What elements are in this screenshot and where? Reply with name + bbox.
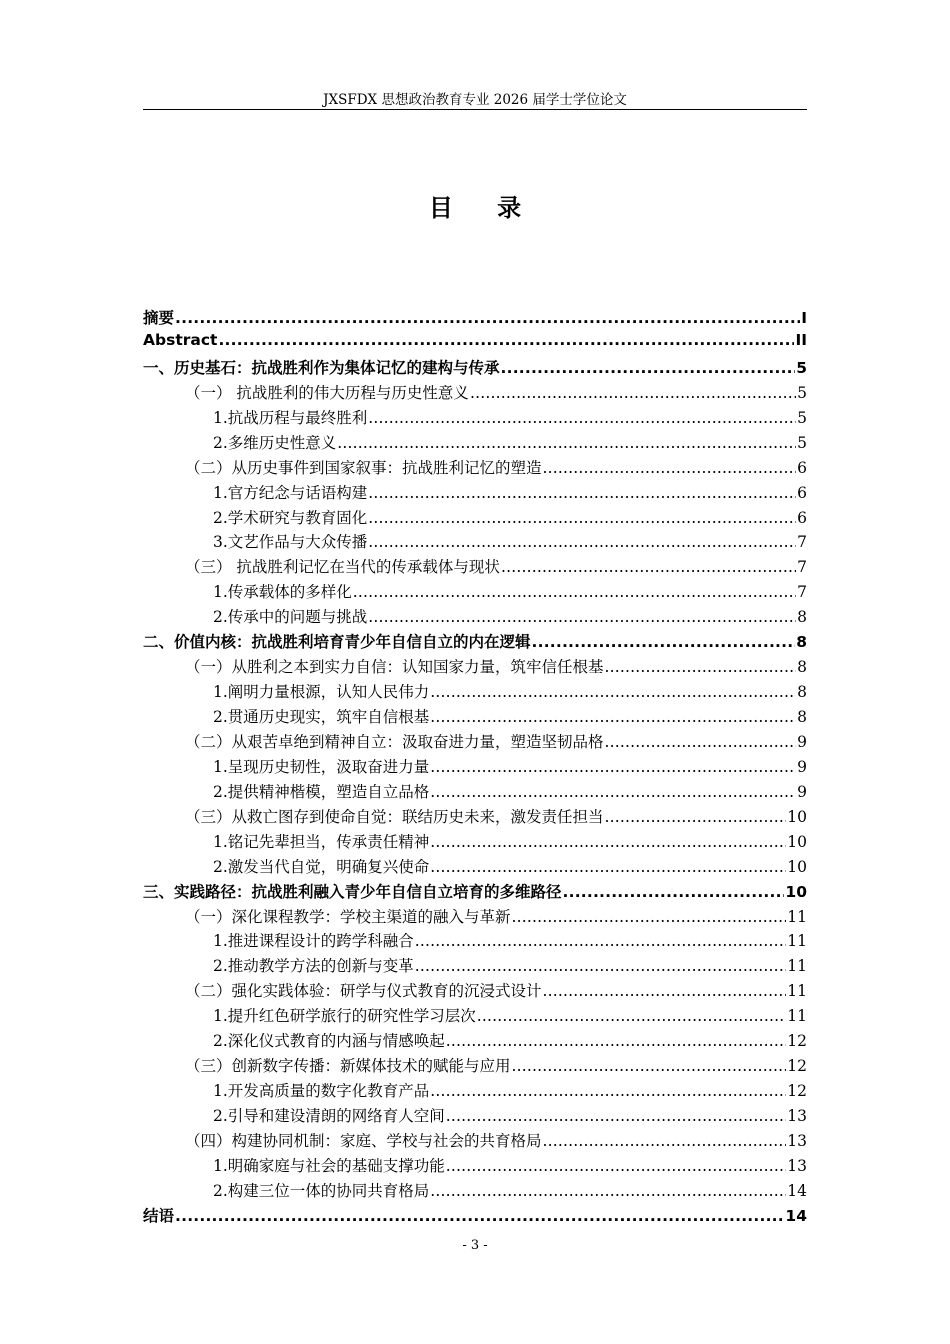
toc-entry-title: 1.开发高质量的数字化教育产品 (213, 1082, 430, 1101)
toc-entry[interactable] (143, 1004, 807, 1029)
table-of-contents (143, 306, 807, 1229)
toc-entry-page: II (795, 330, 807, 349)
toc-entry[interactable] (143, 456, 807, 481)
toc-entry-page: 5 (797, 433, 807, 452)
toc-entry-page: 13 (787, 1131, 807, 1150)
toc-entry-page: 12 (787, 1057, 807, 1076)
toc-entry-page: 7 (797, 533, 807, 552)
toc-entry[interactable] (143, 1154, 807, 1179)
toc-entry[interactable] (143, 655, 807, 680)
toc-entry-title: 1.官方纪念与话语构建 (213, 483, 368, 502)
toc-title: 目 录 (428, 193, 540, 222)
toc-leader-dots (218, 331, 794, 349)
toc-entry-page: 10 (787, 857, 807, 876)
toc-leader-dots (543, 459, 797, 477)
toc-entry-title: 2.学术研究与教育固化 (213, 508, 368, 527)
toc-entry-page: 10 (785, 882, 807, 901)
toc-leader-dots (430, 683, 796, 701)
toc-leader-dots (512, 1057, 787, 1075)
toc-entry[interactable] (143, 680, 807, 705)
toc-leader-dots (175, 309, 800, 327)
toc-entry-title: 2.构建三位一体的协同共育格局 (213, 1181, 430, 1200)
toc-leader-dots (501, 558, 796, 576)
toc-entry-title: 1.抗战历程与最终胜利 (213, 408, 368, 427)
toc-entry-title: 1.推进课程设计的跨学科融合 (213, 932, 414, 951)
toc-entry-title: 2.传承中的问题与挑战 (213, 608, 368, 627)
toc-entry-page: 11 (787, 957, 807, 976)
toc-entry[interactable] (143, 1054, 807, 1079)
toc-entry[interactable] (143, 780, 807, 805)
toc-leader-dots (430, 1182, 786, 1200)
toc-leader-dots (353, 583, 796, 601)
toc-leader-dots (415, 957, 786, 975)
toc-entry-title: 一、历史基石：抗战胜利作为集体记忆的建构与传承 (143, 358, 500, 377)
toc-entry[interactable] (143, 481, 807, 506)
toc-entry[interactable] (143, 630, 807, 655)
toc-entry-title: 1.明确家庭与社会的基础支撑功能 (213, 1156, 445, 1175)
toc-entry-title: 摘要 (143, 309, 175, 327)
toc-entry-title: 结语 (143, 1206, 175, 1225)
toc-entry-page: 11 (787, 907, 807, 926)
toc-leader-dots (446, 1107, 786, 1125)
toc-entry-page: 10 (787, 807, 807, 826)
toc-entry[interactable] (143, 506, 807, 531)
toc-leader-dots (368, 409, 796, 427)
toc-entry[interactable] (143, 954, 807, 979)
toc-leader-dots (605, 733, 797, 751)
toc-entry[interactable] (143, 605, 807, 630)
toc-entry[interactable] (143, 530, 807, 555)
toc-entry[interactable] (143, 805, 807, 830)
page-number: - 3 - (462, 1238, 488, 1253)
toc-entry-title: 1.铭记先辈担当，传承责任精神 (213, 832, 430, 851)
toc-entry[interactable] (143, 855, 807, 880)
toc-entry[interactable] (143, 381, 807, 406)
toc-entry-page: 8 (797, 608, 807, 627)
toc-entry[interactable] (143, 331, 807, 356)
toc-entry-page: 14 (787, 1181, 807, 1200)
toc-entry[interactable] (143, 905, 807, 930)
toc-entry[interactable] (143, 705, 807, 730)
toc-entry[interactable] (143, 555, 807, 580)
toc-leader-dots (368, 533, 796, 551)
toc-leader-dots (430, 783, 796, 801)
toc-entry-page: 13 (787, 1156, 807, 1175)
toc-entry-title: （二）从历史事件到国家叙事：抗战胜利记忆的塑造 (185, 458, 542, 477)
toc-entry[interactable] (143, 755, 807, 780)
toc-entry-title: （三）创新数字传播：新媒体技术的赋能与应用 (185, 1057, 511, 1076)
toc-entry-page: 7 (797, 583, 807, 602)
toc-leader-dots (337, 434, 796, 452)
toc-entry-title: 2.激发当代自觉，明确复兴使命 (213, 857, 430, 876)
toc-leader-dots (368, 608, 796, 626)
toc-leader-dots (430, 858, 786, 876)
toc-leader-dots (368, 509, 796, 527)
toc-entry[interactable] (143, 830, 807, 855)
toc-entry-title: 2.推动教学方法的创新与变革 (213, 957, 414, 976)
toc-entry-title: 三、实践路径：抗战胜利融入青少年自信自立培育的多维路径 (143, 882, 562, 901)
toc-entry-page: 9 (797, 757, 807, 776)
toc-entry[interactable] (143, 1179, 807, 1204)
toc-leader-dots (470, 384, 796, 402)
toc-leader-dots (512, 908, 787, 926)
toc-entry-page: 6 (797, 458, 807, 477)
toc-entry-title: （一）从胜利之本到实力自信：认知国家力量，筑牢信任根基 (185, 658, 604, 677)
toc-entry-page: 5 (797, 383, 807, 402)
toc-entry[interactable] (143, 979, 807, 1004)
toc-entry-title: 3.文艺作品与大众传播 (213, 533, 368, 552)
toc-leader-dots (532, 633, 796, 651)
toc-entry-page: 8 (797, 658, 807, 677)
toc-entry[interactable] (143, 1029, 807, 1054)
toc-entry-page: I (801, 309, 807, 327)
page-header: JXSFDX 思想政治教育专业 2026 届学士学位论文 (323, 92, 627, 108)
toc-entry-page: 14 (785, 1206, 807, 1225)
toc-entry[interactable] (143, 306, 807, 331)
toc-leader-dots (563, 883, 785, 901)
toc-entry-title: 2.引导和建设清朗的网络育人空间 (213, 1107, 445, 1125)
toc-entry[interactable] (143, 929, 807, 954)
toc-entry-title: （三） 抗战胜利记忆在当代的传承载体与现状 (185, 558, 500, 577)
toc-entry-title: 1.传承载体的多样化 (213, 583, 352, 602)
toc-entry-page: 9 (797, 782, 807, 801)
toc-leader-dots (446, 1157, 786, 1175)
toc-entry-title: 2.多维历史性意义 (213, 433, 337, 452)
toc-entry-page: 12 (787, 1082, 807, 1101)
toc-entry-page: 9 (797, 732, 807, 751)
toc-leader-dots (605, 808, 787, 826)
toc-entry-title: （一）深化课程教学：学校主渠道的融入与革新 (185, 907, 511, 926)
toc-entry[interactable] (143, 1204, 807, 1229)
toc-entry-page: 12 (787, 1032, 807, 1051)
toc-entry-page: 8 (796, 633, 807, 652)
toc-entry[interactable] (143, 730, 807, 755)
toc-leader-dots (543, 1132, 787, 1150)
toc-entry-page: 8 (797, 708, 807, 726)
toc-entry-title: Abstract (143, 330, 218, 349)
toc-entry-title: 1.呈现历史韧性，汲取奋进力量 (213, 757, 430, 776)
toc-entry[interactable] (143, 1079, 807, 1104)
toc-entry-title: （三）从救亡图存到使命自觉：联结历史未来，激发责任担当 (185, 807, 604, 826)
toc-leader-dots (368, 484, 796, 502)
toc-entry-page: 5 (796, 358, 807, 377)
toc-entry[interactable] (143, 431, 807, 456)
toc-entry[interactable] (143, 1129, 807, 1154)
toc-leader-dots (430, 708, 796, 726)
toc-entry-title: （二）从艰苦卓绝到精神自立：汲取奋进力量，塑造坚韧品格 (185, 732, 604, 751)
toc-entry-title: 2.贯通历史现实，筑牢自信根基 (213, 708, 430, 726)
toc-leader-dots (175, 1207, 784, 1225)
toc-leader-dots (430, 1082, 786, 1100)
toc-entry-page: 6 (797, 483, 807, 502)
toc-entry-page: 11 (787, 932, 807, 951)
toc-leader-dots (430, 833, 786, 851)
toc-entry[interactable] (143, 356, 807, 381)
toc-entry-page: 8 (797, 683, 807, 702)
toc-leader-dots (477, 1007, 786, 1025)
toc-entry-title: 1.提升红色研学旅行的研究性学习层次 (213, 1007, 476, 1026)
toc-entry[interactable] (143, 880, 807, 905)
toc-leader-dots (446, 1032, 786, 1050)
toc-leader-dots (543, 982, 787, 1000)
toc-entry[interactable] (143, 1104, 807, 1129)
toc-entry-page: 7 (797, 558, 807, 577)
toc-leader-dots (415, 932, 786, 950)
toc-entry-page: 11 (787, 982, 807, 1001)
header-divider (143, 109, 807, 110)
toc-entry-page: 6 (797, 508, 807, 527)
toc-entry-page: 10 (787, 832, 807, 851)
toc-leader-dots (501, 359, 796, 377)
toc-entry[interactable] (143, 580, 807, 605)
toc-entry-title: （一） 抗战胜利的伟大历程与历史性意义 (185, 383, 469, 402)
toc-entry-page: 13 (787, 1107, 807, 1125)
toc-entry-title: （四）构建协同机制：家庭、学校与社会的共育格局 (185, 1131, 542, 1150)
toc-leader-dots (605, 658, 797, 676)
toc-entry-page: 5 (797, 408, 807, 427)
toc-entry-title: 2.深化仪式教育的内涵与情感唤起 (213, 1032, 445, 1051)
toc-entry-title: 2.提供精神楷模，塑造自立品格 (213, 782, 430, 801)
toc-entry-title: 1.阐明力量根源，认知人民伟力 (213, 683, 430, 702)
toc-leader-dots (430, 758, 796, 776)
toc-entry-page: 11 (787, 1007, 807, 1026)
toc-entry-title: 二、价值内核：抗战胜利培育青少年自信自立的内在逻辑 (143, 633, 531, 652)
toc-entry[interactable] (143, 406, 807, 431)
toc-entry-title: （二）强化实践体验：研学与仪式教育的沉浸式设计 (185, 982, 542, 1001)
